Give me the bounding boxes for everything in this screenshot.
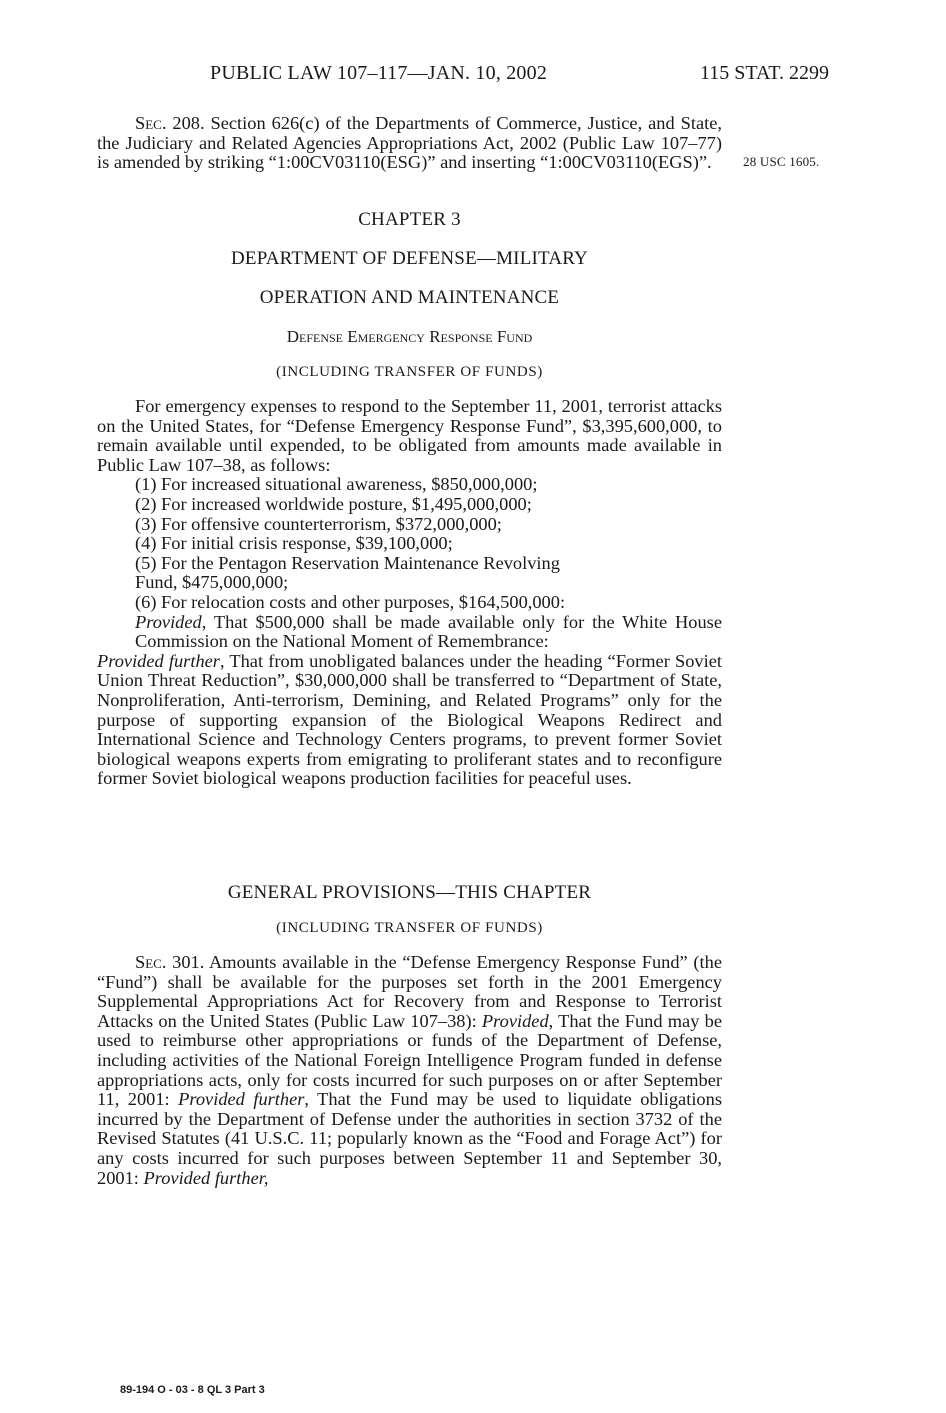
fund-intro: For emergency expenses to respond to the September 11, 2001, terrorist attacks on the United States, for “Defense Emergency Response Fund”, $3,395,600,000, to remain available until expended, to be obligated from amounts made available in Public Law 107–38, as follows: [97,396,722,475]
transfer-note: (INCLUDING TRANSFER OF FUNDS) [276,364,543,380]
provided-further-label: Provided further, [143,1167,269,1188]
general-transfer-note: (INCLUDING TRANSFER OF FUNDS) [276,920,543,936]
provided-label: Provided [481,1010,549,1031]
print-job-footer: 89-194 O - 03 - 8 QL 3 Part 3 [120,1384,265,1396]
fund-item: (4) For initial crisis response, $39,100,000; [135,533,453,554]
section-208 [97,114,722,173]
fund-item: (2) For increased worldwide posture, $1,495,000,000; [135,493,532,514]
proviso-label: Provided further [97,650,220,671]
fund-item: (3) For offensive counterterrorism, $372,000,000; [135,513,502,534]
fund-heading: Defense Emergency Response Fund [286,327,533,346]
section-label: Sec. [135,113,167,133]
section-label: Sec. [135,952,167,972]
account-heading: OPERATION AND MAINTENANCE [259,287,560,308]
section-208-text: 208. Section 626(c) of the Departments of Commerce, Justice, and State, the Judiciary and Related Agencies Appropriations Act, 2002 (Public Law 107–77) is amended by striking “1:00CV03110(ESG)” and inserting “1:00CV03110(EGS)”. [97,113,722,173]
provided-label: Provided [135,611,202,632]
chapter-number: CHAPTER 3 [358,209,461,230]
fund-item-5-rest: Fund, $475,000,000; [135,572,289,593]
fund-paragraph [97,397,722,789]
fund-item-6-first: (6) For relocation costs and other purposes, $164,500,000: [135,591,566,612]
sec301-part3: , That the Fund may be used to liquidate obligations incurred by the Department of Defense under the authorities in section 3732 of the Revised Statutes (41 U.S.C. 11; popularly known as the “Food and Forage Act”) for any costs incurred for such purposes between September 11 and September 30, 2001: [97,1089,722,1188]
fund-item: (1) For increased situational awareness, $850,000,000; [135,474,538,495]
sec301-part1: 301. Amounts available in the “Defense Emergency Response Fund” (the “Fund”) shall be available for the purposes set forth in the 2001 Emergency Supplemental Appropriations Act for Recovery from and Response to Terrorist Attacks on the United States (Public Law 107–38): [97,952,722,1031]
sec301-part2: , That the Fund may be used to reimburse other appropriations or funds of the Department of Defense, including activities of the National Foreign Intelligence Program funded in defense appropriations acts, only for costs incurred for such purposes on or after September 11, 2001: [97,1010,722,1110]
section-301 [97,953,722,1188]
department-heading: DEPARTMENT OF DEFENSE—MILITARY [231,248,588,269]
general-provisions-heading: GENERAL PROVISIONS—THIS CHAPTER [227,882,592,903]
proviso-text: , That from unobligated balances under the heading “Former Soviet Union Threat Reduction”, $30,000,000 shall be transferred to “Department of State, Nonproliferation, Anti-terrorism, Demining, and Related Programs” only for the purpose of supporting expansion of the Biological Weapons Redirect and International Science and Technology Centers programs, to prevent former Soviet biological weapons experts from emigrating to proliferant states and to reconfigure former Soviet biological weapons production facilities for peaceful uses. [97,650,722,789]
stat-page-number: 115 STAT. 2299 [700,62,829,84]
fund-item-5-first: (5) For the Pentagon Reservation Maintenance Revolving [135,552,560,573]
running-title: PUBLIC LAW 107–117—JAN. 10, 2002 [210,62,548,84]
provided-further-label: Provided further [178,1089,305,1110]
fund-item-6-rest: , That $500,000 shall be made available only for the White House Commission on the National Moment of Remembrance: [135,611,722,652]
marginal-note: 28 USC 1605. [743,154,820,169]
